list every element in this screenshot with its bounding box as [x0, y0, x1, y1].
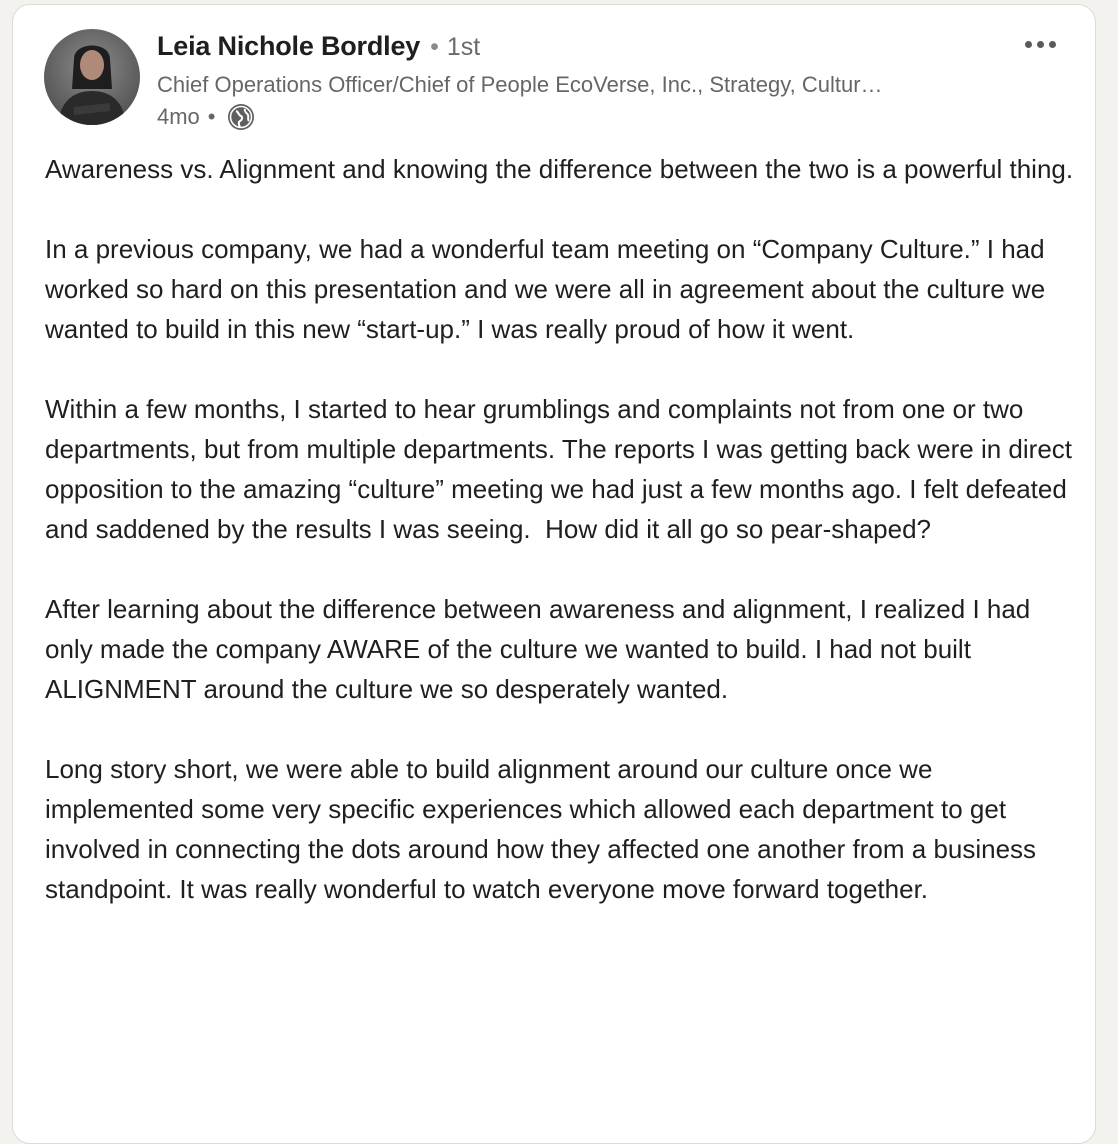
author-name[interactable]: Leia Nichole Bordley	[157, 31, 421, 61]
more-dot	[1037, 41, 1044, 48]
meta-separator: •	[207, 104, 216, 129]
post-paragraph: Awareness vs. Alignment and knowing the difference between the two is a powerful thing.	[45, 154, 1074, 184]
post-paragraph: Within a few months, I started to hear grumblings and complaints not from one or two departments, but from multiple departments. The reports I was getting back were in direct opposition to the amazing “culture” meeting we had just a few months ago. I felt defeated and saddened by the results I was seeing. How did it all go so pear-shaped?	[45, 394, 1080, 544]
author-avatar[interactable]	[44, 29, 140, 125]
more-dot	[1025, 41, 1032, 48]
post-paragraph: Long story short, we were able to build alignment around our culture once we implemented some very specific experiences which allowed each department to get involved in connecting the dots around how they affected one another from a business standpoint. It was really wonderful to watch everyone move forward together.	[45, 754, 1044, 904]
post-body	[45, 149, 1080, 949]
connection-degree: 1st	[446, 33, 481, 61]
more-options-button[interactable]	[1015, 29, 1065, 59]
author-name-row	[157, 31, 480, 67]
author-headline: Chief Operations Officer/Chief of People EcoVerse, Inc., Strategy, Cultur…	[157, 72, 883, 97]
post-paragraph: After learning about the difference between awareness and alignment, I realized I had only made the company AWARE of the culture we wanted to build. I had not built ALIGNMENT around the culture we so desperately wanted.	[45, 594, 1038, 704]
name-separator: •	[430, 33, 439, 61]
post-paragraph: In a previous company, we had a wonderful team meeting on “Company Culture.” I had worked so hard on this presentation and we were all in agreement about the culture we wanted to build in this new “start-up.” I was really proud of how it went.	[45, 234, 1053, 344]
post-time[interactable]: 4mo	[157, 104, 200, 129]
globe-icon	[226, 102, 256, 132]
avatar-photo	[44, 29, 140, 125]
post-card	[12, 4, 1096, 1144]
more-dot	[1049, 41, 1056, 48]
post-meta	[157, 102, 256, 132]
